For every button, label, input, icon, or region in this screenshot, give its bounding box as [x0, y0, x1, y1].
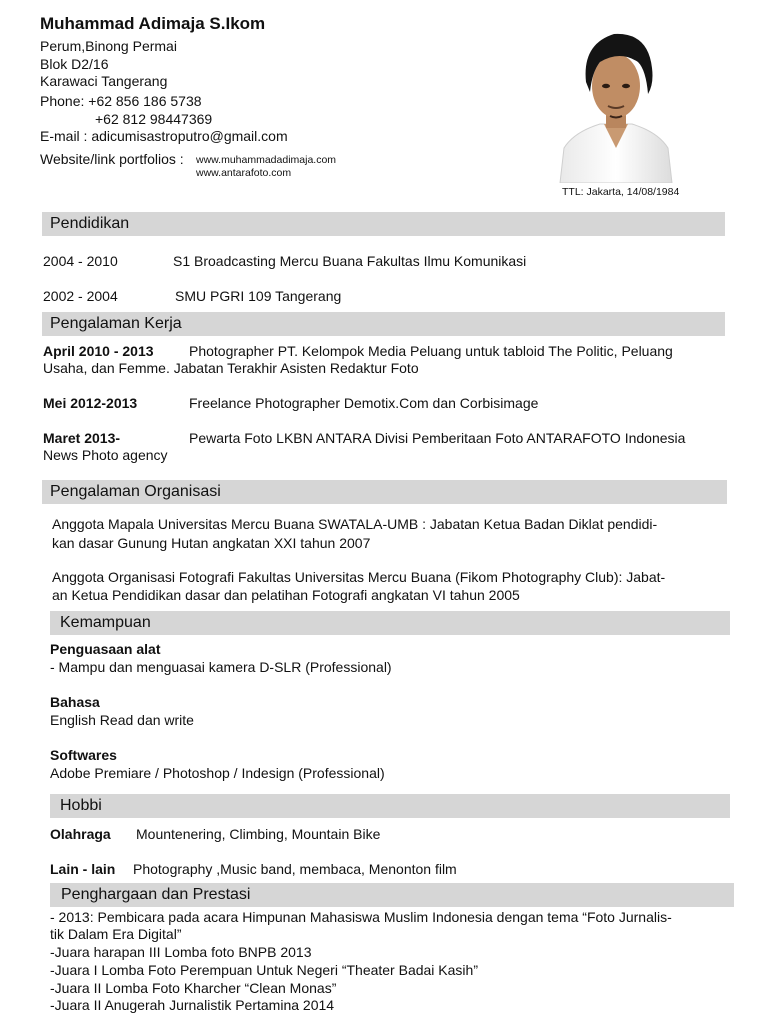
work-period: April 2010 - 2013	[43, 343, 154, 359]
award-line: -Juara harapan III Lomba foto BNPB 2013	[50, 944, 312, 960]
section-bar-kemampuan	[50, 611, 730, 635]
section-title-kemampuan: Kemampuan	[60, 614, 151, 631]
cv-name: Muhammad Adimaja S.Ikom	[40, 14, 266, 33]
section-title-kerja: Pengalaman Kerja	[50, 315, 182, 332]
website-link-1[interactable]: www.muhammadadimaja.com	[196, 154, 337, 166]
org-line: Anggota Mapala Universitas Mercu Buana SWATALA-UMB : Jabatan Ketua Badan Diklat pendidi-	[52, 516, 658, 532]
org-line: an Ketua Pendidikan dasar dan pelatihan Fotografi angkatan VI tahun 2005	[52, 587, 520, 603]
work-desc-cont: Usaha, dan Femme. Jabatan Terakhir Asisten Redaktur Foto	[43, 360, 419, 376]
award-line: -Juara I Lomba Foto Perempuan Untuk Negeri “Theater Badai Kasih”	[50, 962, 478, 978]
email-line: E-mail : adicumisastroputro@gmail.com	[40, 128, 288, 144]
section-title-organisasi: Pengalaman Organisasi	[50, 483, 221, 500]
edu-desc: SMU PGRI 109 Tangerang	[175, 288, 342, 304]
hobby-text: Mountenering, Climbing, Mountain Bike	[136, 826, 381, 842]
address-line-1: Perum,Binong Permai	[40, 38, 177, 54]
section-bar-hobbi	[50, 794, 730, 818]
skill-text: - Mampu dan menguasai kamera D-SLR (Professional)	[50, 659, 392, 675]
address-line-3: Karawaci Tangerang	[40, 73, 168, 89]
phone-line-2: +62 812 98447369	[95, 111, 213, 127]
section-title-hobbi: Hobbi	[60, 797, 102, 814]
section-bar-pendidikan	[42, 212, 725, 236]
hobby-text: Photography ,Music band, membaca, Menonton film	[133, 861, 457, 877]
edu-desc: S1 Broadcasting Mercu Buana Fakultas Ilmu Komunikasi	[173, 253, 527, 269]
section-title-prestasi: Penghargaan dan Prestasi	[61, 886, 251, 903]
section-title-pendidikan: Pendidikan	[50, 215, 130, 232]
hobby-label: Olahraga	[50, 826, 111, 842]
section-bar-prestasi	[50, 883, 734, 907]
website-link-2[interactable]: www.antarafoto.com	[196, 167, 292, 179]
skill-text: Adobe Premiare / Photoshop / Indesign (Professional)	[50, 765, 385, 781]
birth-info: TTL: Jakarta, 14/08/1984	[562, 186, 680, 198]
org-line: kan dasar Gunung Hutan angkatan XXI tahun 2007	[52, 535, 371, 551]
section-bar-kerja	[42, 312, 725, 336]
org-line: Anggota Organisasi Fotografi Fakultas Universitas Mercu Buana (Fikom Photography Club): Jabat-	[52, 569, 666, 585]
skill-heading: Bahasa	[50, 694, 100, 710]
work-desc: Pewarta Foto LKBN ANTARA Divisi Pemberitaan Foto ANTARAFOTO Indonesia	[189, 430, 686, 446]
edu-years: 2004 - 2010	[43, 253, 118, 269]
section-bar-organisasi	[42, 480, 727, 504]
work-desc-cont: News Photo agency	[43, 447, 168, 463]
address-line-2: Blok D2/16	[40, 56, 109, 72]
edu-years: 2002 - 2004	[43, 288, 118, 304]
work-desc: Photographer PT. Kelompok Media Peluang untuk tabloid The Politic, Peluang	[189, 343, 673, 359]
award-line: -Juara II Lomba Foto Kharcher “Clean Monas”	[50, 980, 337, 996]
award-line: - 2013: Pembicara pada acara Himpunan Mahasiswa Muslim Indonesia dengan tema “Foto Jurnalis-	[50, 909, 672, 925]
work-desc: Freelance Photographer Demotix.Com dan Corbisimage	[189, 395, 539, 411]
hobby-label: Lain - lain	[50, 861, 116, 877]
work-period: Mei 2012-2013	[43, 395, 138, 411]
skill-heading: Penguasaan alat	[50, 641, 161, 657]
award-line: tik Dalam Era Digital”	[50, 926, 182, 942]
phone-line-1: Phone: +62 856 186 5738	[40, 93, 202, 109]
award-line: -Juara II Anugerah Jurnalistik Pertamina 2014	[50, 997, 335, 1013]
profile-photo	[556, 20, 676, 183]
skill-text: English Read dan write	[50, 712, 194, 728]
website-label: Website/link portfolios :	[40, 151, 184, 167]
skill-heading: Softwares	[50, 747, 117, 763]
work-period: Maret 2013-	[43, 430, 121, 446]
